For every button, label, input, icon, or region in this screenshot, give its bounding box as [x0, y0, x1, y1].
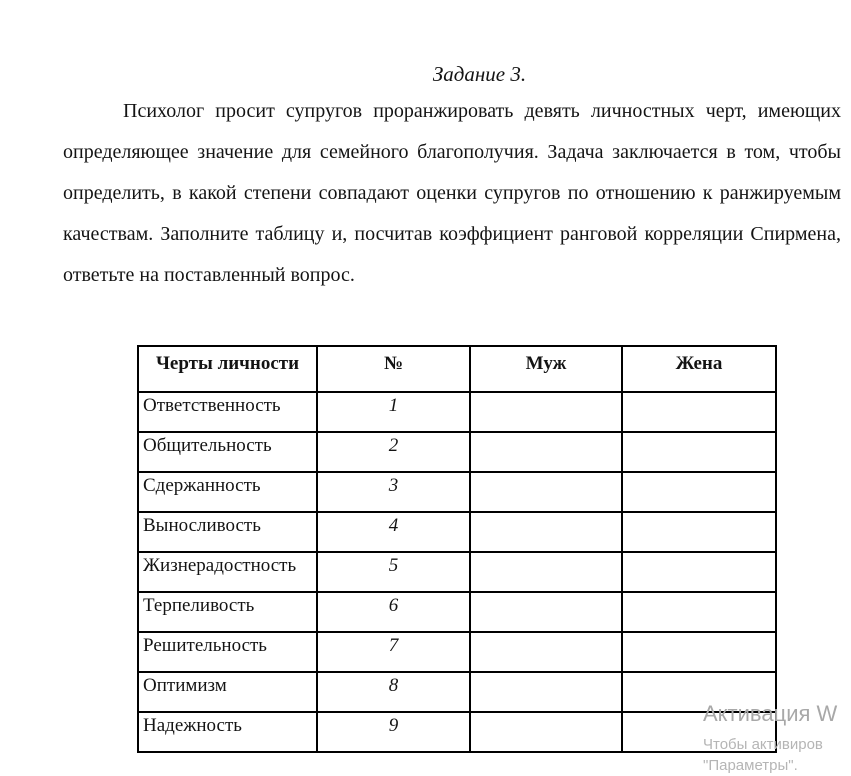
- page-title: Задание 3.: [432, 62, 527, 86]
- windows-activation-watermark: [703, 701, 837, 776]
- num-cell: 7: [317, 632, 470, 672]
- wife-cell[interactable]: [622, 592, 776, 632]
- header-wife: Жена: [622, 346, 776, 392]
- table-row: [138, 472, 776, 512]
- watermark-title: Активация W: [703, 701, 838, 726]
- wife-cell[interactable]: [622, 512, 776, 552]
- trait-cell: Сдержанность: [138, 472, 317, 512]
- trait-cell: Надежность: [138, 712, 317, 752]
- wife-cell[interactable]: [622, 552, 776, 592]
- task-paragraph: Психолог просит супругов проранжировать девять личностных черт, имеющих определяющее значение для семейного благополучия. Задача заключается в том, чтобы определить, в какой степени совпадают оценки супругов по отношению к ранжируемым качествам. Заполните таблицу и, посчитав коэффициент ранговой корреляции Спирмена, ответьте на поставленный вопрос.: [63, 100, 841, 286]
- table-row: [138, 552, 776, 592]
- trait-cell: Оптимизм: [138, 672, 317, 712]
- husband-cell[interactable]: [470, 672, 622, 712]
- husband-cell[interactable]: [470, 472, 622, 512]
- watermark-line2: Чтобы активиров: [703, 736, 823, 753]
- num-cell: 3: [317, 472, 470, 512]
- num-cell: 8: [317, 672, 470, 712]
- watermark-line3: "Параметры".: [703, 757, 798, 774]
- trait-cell: Жизнерадостность: [138, 552, 317, 592]
- num-cell: 9: [317, 712, 470, 752]
- husband-cell[interactable]: [470, 592, 622, 632]
- num-cell: 4: [317, 512, 470, 552]
- trait-cell: Общительность: [138, 432, 317, 472]
- husband-cell[interactable]: [470, 632, 622, 672]
- trait-cell: Терпеливость: [138, 592, 317, 632]
- husband-cell[interactable]: [470, 712, 622, 752]
- table-row: [138, 672, 776, 712]
- wife-cell[interactable]: [622, 392, 776, 432]
- table-row: [138, 592, 776, 632]
- header-traits: Черты личности: [138, 346, 317, 392]
- husband-cell[interactable]: [470, 432, 622, 472]
- ranking-table: [137, 345, 777, 753]
- num-cell: 5: [317, 552, 470, 592]
- table-row: [138, 632, 776, 672]
- table-row: [138, 512, 776, 552]
- num-cell: 1: [317, 392, 470, 432]
- wife-cell[interactable]: [622, 472, 776, 512]
- trait-cell: Ответственность: [138, 392, 317, 432]
- table-row: [138, 712, 776, 752]
- num-cell: 2: [317, 432, 470, 472]
- wife-cell[interactable]: [622, 632, 776, 672]
- wife-cell[interactable]: [622, 432, 776, 472]
- table-header-row: [138, 346, 776, 392]
- header-husband: Муж: [470, 346, 622, 392]
- table-row: [138, 432, 776, 472]
- trait-cell: Выносливость: [138, 512, 317, 552]
- husband-cell[interactable]: [470, 392, 622, 432]
- husband-cell[interactable]: [470, 552, 622, 592]
- num-cell: 6: [317, 592, 470, 632]
- husband-cell[interactable]: [470, 512, 622, 552]
- trait-cell: Решительность: [138, 632, 317, 672]
- table-row: [138, 392, 776, 432]
- header-number: №: [317, 346, 470, 392]
